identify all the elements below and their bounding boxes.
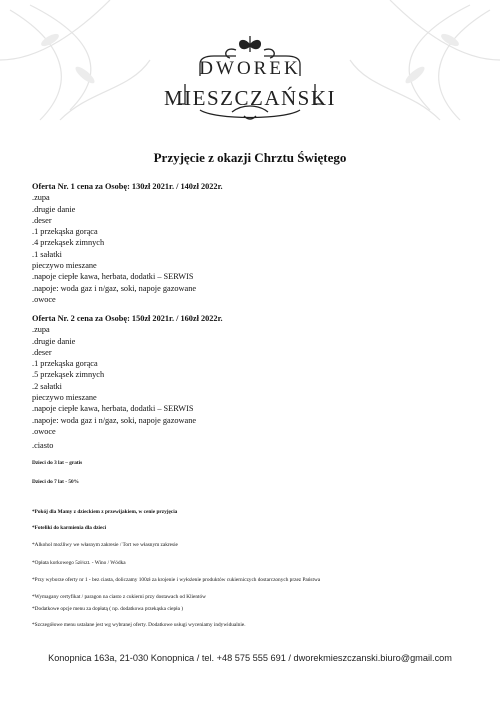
list-item: .napoje ciepłe kawa, herbata, dodatki – SERWIS [32,272,194,282]
list-item: pieczywo mieszane [32,261,97,271]
logo-text-line2: MIESZCZAŃSKI [163,86,336,110]
note-bold-2: *Foteliki do karmienia dla dzieci [32,525,107,531]
list-item: pieczywo mieszane [32,393,97,403]
kids-note-2: Dzieci do 7 lat - 50% [32,479,79,485]
list-item: .napoje ciepłe kawa, herbata, dodatki – SERWIS [32,404,194,414]
note-1: *Alkohol możliwy we własnym zakresie / Tort we własnym zakresie [32,542,178,548]
list-item: .1 przekąska gorąca [32,227,98,237]
list-item: .drugie danie [32,336,76,346]
note-4: *Wymagany certyfikat / paragon na ciasto z cukierni przy dostawach od Klientów [32,594,206,600]
footer-contact: Konopnica 163a, 21-030 Konopnica / tel. +48 575 555 691 / dworekmieszczanski.biuro@gmail.com [48,653,452,663]
list-item: .2 sałatki [32,381,62,391]
note-2: *Opłata korkowego 5zł/szt. - Wino / Wódka [32,560,126,566]
list-item: .owoce [32,426,56,436]
list-item: .5 przekąsek zimnych [32,370,105,380]
header [0,0,500,130]
offer-2 [32,313,472,452]
note-5: *Dodatkowe opcje menu za dopłatą ( np. dodatkowa przekąska ciepła ) [32,606,184,612]
list-item: .zupa [32,325,50,335]
list-item: .napoje: woda gaz i n/gaz, soki, napoje gazowane [32,283,197,293]
note-3: *Przy wyborze oferty nr 1 - bez ciasta, doliczamy 100zł za krojenie i wyłożenie produktów cukierniczych dostarczonych przez Państwa [32,577,321,583]
offer-2-title: Oferta Nr. 2 cena za Osobę: 150zł 2021r. / 160zł 2022r. [32,314,223,323]
list-item: .deser [32,347,52,357]
list-item: .deser [32,215,52,225]
list-item: .ciasto [32,441,54,451]
offer-1 [32,181,472,305]
list-item: .owoce [32,294,56,304]
list-item: .napoje: woda gaz i n/gaz, soki, napoje gazowane [32,415,197,425]
list-item: .4 przekąsek zimnych [32,238,105,248]
page-title: Przyjęcie z okazji Chrztu Świętego [153,150,347,165]
list-item: .zupa [32,193,50,203]
note-bold-1: *Pokój dla Mamy z dzieckiem z przewijakiem, w cenie przyjęcia [32,509,178,515]
list-item: .1 przekąska gorąca [32,359,98,369]
list-item: .drugie danie [32,204,76,214]
logo-text-line1: DWOREK [199,58,301,79]
note-6: *Szczegółowe menu ustalane jest wg wybranej oferty. Dodatkowe usługi wyceniamy indywidualnie. [32,622,246,628]
list-item: .1 sałatki [32,249,62,259]
offer-1-title: Oferta Nr. 1 cena za Osobę: 130zł 2021r. / 140zł 2022r. [32,182,223,191]
kids-note-1: Dzieci do 3 lat – gratis [32,460,83,466]
